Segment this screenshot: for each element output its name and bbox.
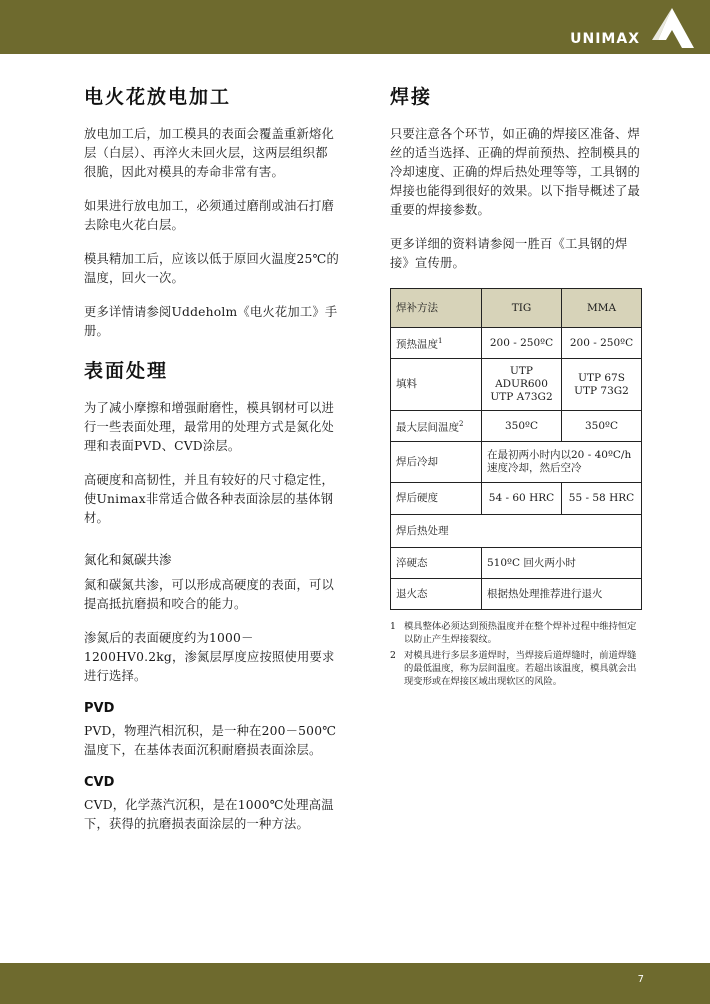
cooling-label: 焊后冷却 xyxy=(391,442,482,483)
table-row xyxy=(391,359,642,411)
footnotes xyxy=(390,620,644,688)
right-column xyxy=(390,82,644,691)
cooling-value: 在最初两小时内以20 - 40ºC/h速度冷却，然后空冷 xyxy=(482,442,642,483)
table-row xyxy=(391,442,642,483)
pvd-title: PVD xyxy=(84,701,115,716)
cvd-paragraph: CVD，化学蒸汽沉积，是在1000℃处理高温下，获得的抗磨损表面涂层的一种方法。 xyxy=(84,798,334,831)
interpass-label: 最大层间温度$^2$ xyxy=(391,411,482,442)
table-row xyxy=(391,483,642,515)
filler-mma: UTP 67S UTP 73G2 xyxy=(562,359,642,411)
annealed-label: 退火态 xyxy=(391,579,482,610)
header-mma: MMA xyxy=(562,289,642,328)
edm-title: 电火花放电加工 xyxy=(84,86,232,108)
nitriding-paragraph-1: 氮和碳氮共渗，可以形成高硬度的表面，可以提高抵抗磨损和咬合的能力。 xyxy=(84,578,334,611)
surface-title: 表面处理 xyxy=(84,360,169,382)
table-row xyxy=(391,411,642,442)
hardness-tig: 54 - 60 HRC xyxy=(482,483,562,515)
welding-paragraph-1: 只要注意各个环节，如正确的焊接区准备、焊丝的适当选择、正确的焊前预热、控制模具的冷却速度、正确的焊后热处理等等，工具钢的焊接也能得到很好的效果。以下指导概述了最重要的焊接参数。 xyxy=(390,127,640,217)
table-header-row xyxy=(391,289,642,328)
hardness-label: 焊后硬度 xyxy=(391,483,482,515)
annealed-value: 根据热处理推荐进行退火 xyxy=(482,579,642,610)
table-row xyxy=(391,548,642,579)
filler-tig: UTP ADUR600 UTP A73G2 xyxy=(482,359,562,411)
preheat-label: 预热温度$^1$ xyxy=(391,328,482,359)
welding-paragraph-2: 更多详细的资料请参阅一胜百《工具钢的焊接》宣传册。 xyxy=(390,237,628,270)
pvd-paragraph: PVD，物理汽相沉积，是一种在200－500℃温度下，在基体表面沉积耐磨损表面涂层。 xyxy=(84,724,337,757)
table-row xyxy=(391,579,642,610)
pwht-label: 焊后热处理 xyxy=(391,515,642,548)
hardened-value: 510ºC 回火两小时 xyxy=(482,548,642,579)
table-row xyxy=(391,328,642,359)
footnote-1: 1 模具整体必须达到预热温度并在整个焊补过程中维持恒定以防止产生焊接裂纹。 xyxy=(390,621,637,645)
edm-paragraph-3: 模具精加工后，应该以低于原回火温度25℃的温度，回火一次。 xyxy=(84,252,339,285)
table-row xyxy=(391,515,642,548)
surface-paragraph-1: 为了减小摩擦和增强耐磨性，模具钢材可以进行一些表面处理，最常用的处理方式是氮化处理和表面PVD、CVD涂层。 xyxy=(84,401,334,453)
welding-title: 焊接 xyxy=(390,86,433,108)
footnote-2: 2 对模具进行多层多道焊时，当焊接后道焊缝时，前道焊缝的最低温度，称为层间温度。若超出该温度，模具就会出现变形或在焊接区域出现软区的风险。 xyxy=(390,650,637,687)
page-number: 7 xyxy=(637,974,644,985)
brand-logo-icon xyxy=(648,4,698,52)
preheat-mma: 200 - 250ºC xyxy=(562,328,642,359)
edm-paragraph-4: 更多详情请参阅Uddeholm《电火花加工》手册。 xyxy=(84,305,338,338)
hardness-mma: 55 - 58 HRC xyxy=(562,483,642,515)
header-method: 焊补方法 xyxy=(391,289,482,328)
nitriding-title: 氮化和氮碳共渗 xyxy=(84,552,172,567)
surface-paragraph-2: 高硬度和高韧性，并且有较好的尺寸稳定性，使Unimax非常适合做各种表面涂层的基体钢材。 xyxy=(84,473,334,525)
welding-parameters-table xyxy=(390,288,642,610)
footer-bar xyxy=(0,963,710,1004)
cvd-title: CVD xyxy=(84,775,115,790)
interpass-mma: 350ºC xyxy=(562,411,642,442)
hardened-label: 淬硬态 xyxy=(391,548,482,579)
header-tig: TIG xyxy=(482,289,562,328)
preheat-tig: 200 - 250ºC xyxy=(482,328,562,359)
edm-paragraph-2: 如果进行放电加工，必须通过磨削或油石打磨去除电火花白层。 xyxy=(84,199,334,232)
left-column xyxy=(84,82,340,849)
nitriding-paragraph-2: 渗氮后的表面硬度约为1000－1200HV0.2kg，渗氮层厚度应按照使用要求进行选择。 xyxy=(84,631,335,683)
filler-label: 填料 xyxy=(391,359,482,411)
interpass-tig: 350ºC xyxy=(482,411,562,442)
brand-name: UNIMAX xyxy=(570,31,640,47)
header-bar xyxy=(0,0,710,54)
edm-paragraph-1: 放电加工后，加工模具的表面会覆盖重新熔化层（白层）、再淬火未回火层，这两层组织都很脆，因此对模具的寿命非常有害。 xyxy=(84,127,334,179)
